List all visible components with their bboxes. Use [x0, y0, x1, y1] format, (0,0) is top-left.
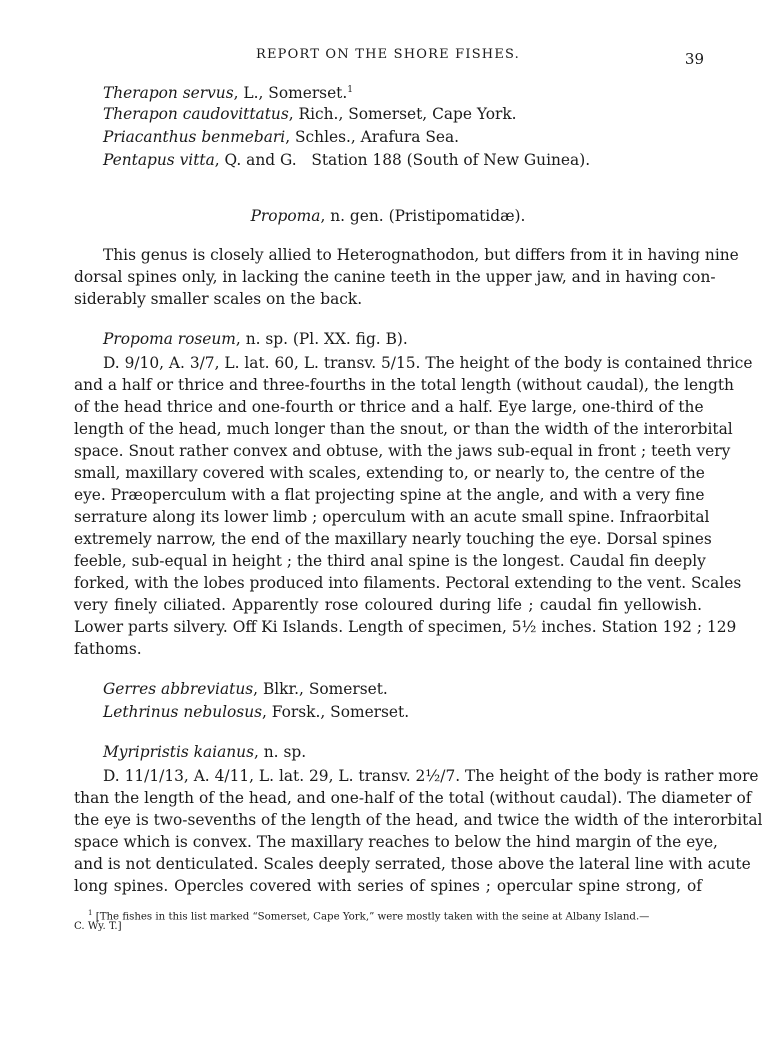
- species-heading: Propoma roseum, n. sp. (Pl. XX. fig. B).: [103, 330, 408, 348]
- paragraph-line: space. Snout rather convex and obtuse, with the jaws sub-equal in front ; teeth very: [74, 442, 731, 460]
- paragraph-line: dorsal spines only, in lacking the canine teeth in the upper jaw, and in having con-: [74, 268, 716, 286]
- footnote-text: [The fishes in this list marked “Somerset, Cape York,” were mostly taken with the seine at Albany Island.—: [95, 911, 650, 923]
- footnote-mark: 1: [88, 909, 93, 917]
- species-name: Pentapus vitta: [103, 151, 215, 169]
- paragraph-line: eye. Præoperculum with a flat projecting spine at the angle, and with a very fine: [74, 486, 705, 504]
- page-number: 39: [684, 50, 704, 68]
- species-name: Therapon servus: [103, 84, 234, 103]
- list-item: Therapon caudovittatus, Rich., Somerset, Cape York.: [103, 105, 517, 123]
- paragraph-line: This genus is closely allied to Heterognathodon, but differs from it in having nine: [103, 246, 739, 264]
- list-item: Priacanthus benmebari, Schles., Arafura Sea.: [103, 128, 460, 146]
- species-name: Therapon caudovittatus: [103, 105, 289, 123]
- list-item: Therapon servus, L., Somerset.$^1$: [103, 84, 353, 103]
- genus-name: Propoma: [250, 207, 321, 225]
- list-item: Gerres abbreviatus, Blkr., Somerset.: [103, 680, 388, 698]
- paragraph-line: serrature along its lower limb ; operculum with an acute small spine. Infraorbital: [74, 508, 710, 526]
- footnote-continuation: C. Wy. T.]: [74, 921, 122, 932]
- paragraph-line: D. 11/1/13, A. 4/11, L. lat. 29, L. transv. 2½/7. The height of the body is rather more: [103, 767, 759, 785]
- species-heading: Myripristis kaianus, n. sp.: [103, 743, 307, 761]
- paragraph-line: extremely narrow, the end of the maxillary nearly touching the eye. Dorsal spines: [74, 530, 712, 548]
- species-name: Propoma roseum: [103, 330, 236, 348]
- paragraph-line: and a half or thrice and three-fourths in the total length (without caudal), the length: [74, 376, 734, 394]
- paragraph-line: of the head thrice and one-fourth or thrice and a half. Eye large, one-third of the: [74, 398, 704, 416]
- paragraph-line: siderably smaller scales on the back.: [74, 290, 363, 308]
- paragraph-line: the eye is two-sevenths of the length of the head, and twice the width of the interorbital: [74, 811, 763, 829]
- paragraph-line: feeble, sub-equal in height ; the third anal spine is the longest. Caudal fin deeply: [74, 552, 706, 570]
- paragraph-line: forked, with the lobes produced into filaments. Pectoral extending to the vent. Scales: [74, 574, 742, 592]
- genus-heading: Propoma, n. gen. (Pristipomatidæ).: [250, 207, 526, 225]
- paragraph-line: long spines. Opercles covered with series of spines ; opercular spine strong, of: [74, 877, 702, 895]
- paragraph-line: and is not denticulated. Scales deeply serrated, those above the lateral line with acute: [74, 855, 751, 873]
- species-name: Gerres abbreviatus: [103, 680, 254, 698]
- paragraph-line: space which is convex. The maxillary reaches to below the hind margin of the eye,: [74, 833, 718, 851]
- paragraph-line: Lower parts silvery. Off Ki Islands. Length of specimen, 5½ inches. Station 192 ; 129: [74, 618, 737, 636]
- species-name: Priacanthus benmebari: [103, 128, 286, 146]
- paragraph-line: than the length of the head, and one-half of the total (without caudal). The diameter of: [74, 789, 752, 807]
- paragraph-line: length of the head, much longer than the snout, or than the width of the interorbital: [74, 420, 733, 438]
- list-item: Pentapus vitta, Q. and G. Station 188 (South of New Guinea).: [103, 151, 591, 169]
- species-name: Myripristis kaianus: [103, 743, 254, 761]
- paragraph-line: very finely ciliated. Apparently rose coloured during life ; caudal fin yellowish.: [74, 596, 702, 614]
- paragraph-line: fathoms.: [74, 640, 142, 658]
- species-name: Lethrinus nebulosus: [103, 703, 263, 721]
- paragraph-line: D. 9/10, A. 3/7, L. lat. 60, L. transv. 5/15. The height of the body is contained thrice: [103, 354, 753, 372]
- paragraph-line: small, maxillary covered with scales, extending to, or nearly to, the centre of the: [74, 464, 705, 482]
- list-item: Lethrinus nebulosus, Forsk., Somerset.: [103, 703, 410, 721]
- running-title: REPORT ON THE SHORE FISHES.: [255, 47, 520, 62]
- footnote-reference: 1: [347, 85, 353, 95]
